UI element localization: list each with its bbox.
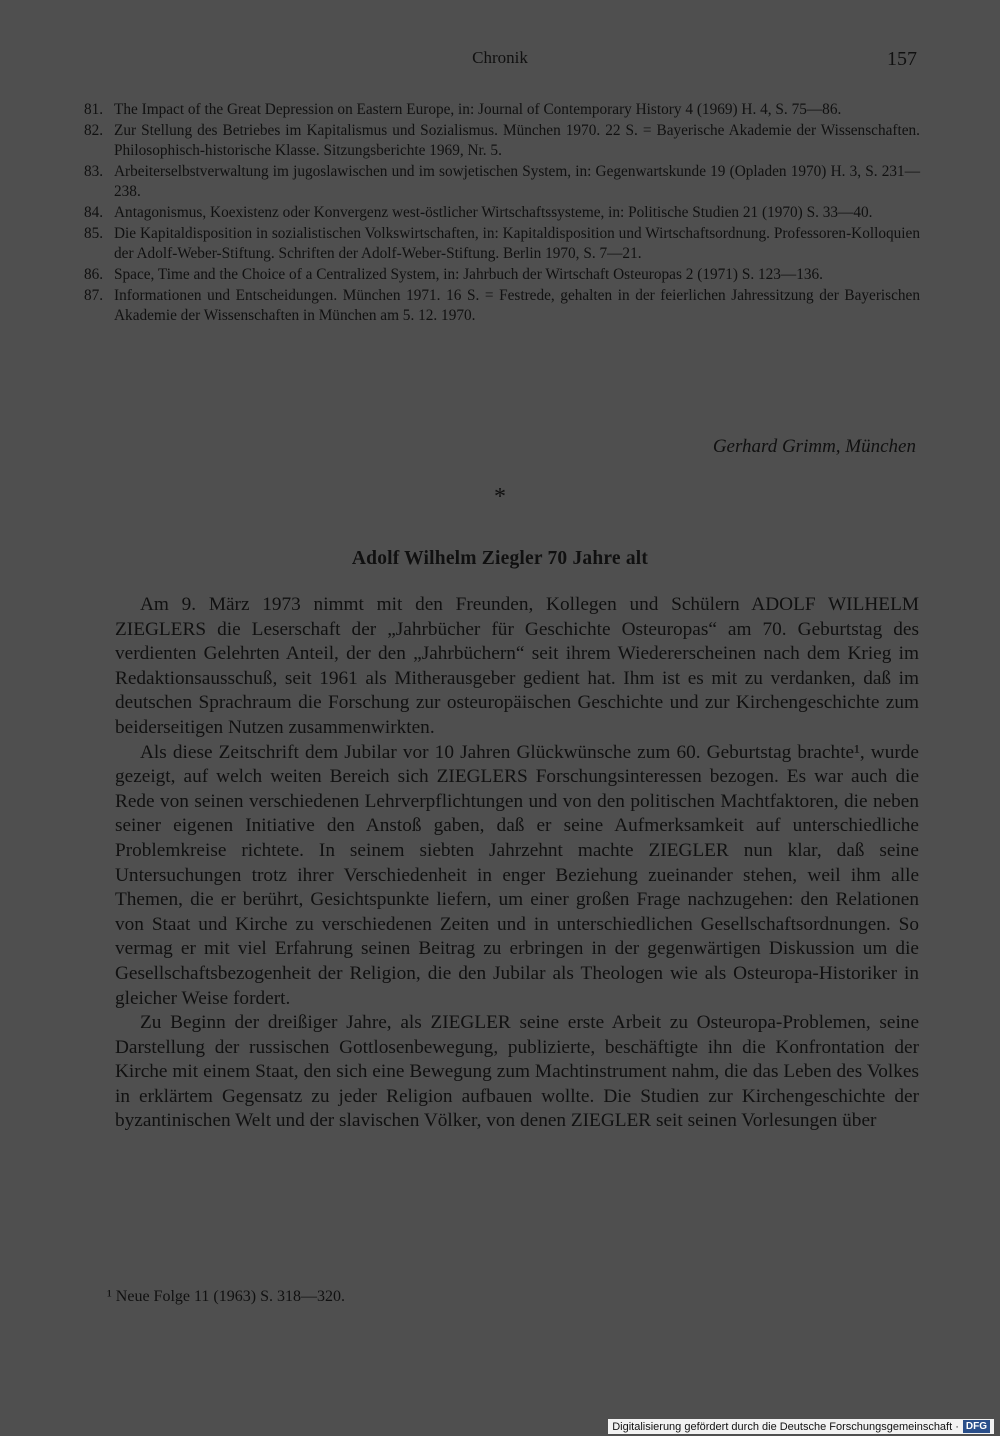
running-title: Chronik — [472, 48, 528, 67]
bibliography-item — [84, 100, 920, 120]
bibliography-text: Die Kapitaldisposition in sozialistischen Volkswirtschaften, in: Kapitaldisposition und Wirtschaftsordnung. Professoren-Kolloquien der Adolf-Weber-Stiftung. Schriften der Adolf-Weber-Stiftung. Berlin 1970, S. 7—21. — [114, 224, 920, 263]
bibliography-number: 83. — [84, 162, 104, 180]
bibliography-item — [84, 162, 920, 203]
body-paragraph: Zu Beginn der dreißiger Jahre, als ZIEGLER seine erste Arbeit zu Osteuropa-Problemen, seine Darstellung der russischen Gottlosenbewegung, publizierte, beschäftigte ihn die Konfrontation der Kirche mit einem Staat, den sich eine Bewegung zum Machtinstrument nahm, die das Leben des Volkes in erklärtem Gegensatz zu jeder Religion aufbauen wollte. Die Studien zur Kirchengeschichte der byzantinischen Welt und der slavischen Völker, von denen ZIEGLER seit seinen Vorlesungen über — [115, 1012, 919, 1132]
bibliography-number: 87. — [84, 286, 104, 304]
dfg-logo-icon: DFG — [963, 1420, 990, 1433]
bibliography-text: The Impact of the Great Depression on Eastern Europe, in: Journal of Contemporary History 4 (1969) H. 4, S. 75—86. — [114, 101, 842, 118]
bibliography-number: 84. — [84, 203, 104, 221]
bibliography-item — [84, 286, 920, 327]
credit-text: Digitalisierung gefördert durch die Deutsche Forschungsgemeinschaft · — [612, 1420, 959, 1433]
bibliography-text: Zur Stellung des Betriebes im Kapitalismus und Sozialismus. München 1970. 22 S. = Bayerische Akademie der Wissenschaften. Philosophisch-historische Klasse. Sitzungsberichte 1969, Nr. 5. — [114, 121, 920, 160]
bibliography-item — [84, 224, 920, 265]
bibliography-item — [84, 265, 920, 285]
bibliography-number: 85. — [84, 224, 104, 242]
article-title: Adolf Wilhelm Ziegler 70 Jahre alt — [351, 548, 649, 569]
bibliography-text: Antagonismus, Koexistenz oder Konvergenz west-östlicher Wirtschaftssysteme, in: Politische Studien 21 (1970) S. 33—40. — [114, 203, 873, 221]
bibliography-number: 82. — [84, 121, 104, 139]
digitization-credit — [608, 1419, 994, 1434]
bibliography-item — [84, 121, 920, 162]
bibliography-text: Arbeiterselbstverwaltung im jugoslawischen und im sowjetischen System, in: Gegenwartskunde 19 (Opladen 1970) H. 3, S. 231—238. — [114, 162, 920, 201]
article-body — [115, 593, 919, 1134]
bibliography-item — [84, 203, 920, 223]
body-paragraph: Am 9. März 1973 nimmt mit den Freunden, Kollegen und Schülern ADOLF WILHELM ZIEGLERS die Leserschaft der „Jahrbücher für Geschichte Osteuropas“ am 70. Geburtstag des verdienten Gelehrten Anteil, der den „Jahrbüchern“ seit ihrem Wiedererscheinen nach dem Krieg im Redaktionsausschuß, seit 1961 als Mitherausgeber gedient hat. Ihm ist es mit zu verdanken, daß im deutschen Sprachraum die Forschung zur osteuropäischen Geschichte und zur Kirchengeschichte zum beiderseitigen Nutzen zusammenwirkten. — [115, 594, 919, 738]
running-head — [0, 44, 1000, 74]
bibliography-text: Informationen und Entscheidungen. München 1971. 16 S. = Festrede, gehalten in der feierlichen Jahressitzung der Bayerischen Akademie der Wissenschaften in München am 5. 12. 1970. — [114, 286, 920, 324]
bibliography-number: 86. — [84, 265, 104, 283]
body-paragraph: Als diese Zeitschrift dem Jubilar vor 10 Jahren Glückwünsche zum 60. Geburtstag brachte¹, wurde gezeigt, auf welch weiten Bereich sich ZIEGLERS Forschungsinteressen bezogen. Es war auch die Rede von seinen verschiedenen Lehrverpflichtungen und von den politischen Machtfaktoren, die neben seiner eigenen Initiative den Anstoß gaben, daß er seine Aufmerksamkeit auf unterschiedliche Problemkreise richtete. In seinem siebten Jahrzehnt machte ZIEGLER nun klar, daß seine Untersuchungen trotz ihrer Verschiedenheit in enger Beziehung zueinander stehen, weil ihm alle Themen, die er berührt, Gesichtspunkte liefern, um einer großen Frage nachzugehen: den Relationen von Staat und Kirche zu verschiedenen Zeiten und in unterschiedlichen Gesellschaftsordnungen. So vermag er mit viel Erfahrung seinen Beitrag zu erbringen in der gegenwärtigen Diskussion um die Gesellschaftsbezogenheit der Religion, die den Jubilar als Theologen wie als Osteuropa-Historiker in gleicher Weise fordert. — [115, 741, 919, 1009]
author-signature: Gerhard Grimm, München — [712, 436, 916, 457]
bibliography-text: Space, Time and the Choice of a Centralized System, in: Jahrbuch der Wirtschaft Osteuropas 2 (1971) S. 123—136. — [114, 265, 823, 283]
section-separator: * — [494, 484, 506, 510]
footnote: ¹ Neue Folge 11 (1963) S. 318—320. — [107, 1288, 345, 1305]
bibliography-list — [84, 100, 920, 327]
page-number: 157 — [887, 48, 917, 70]
bibliography-number: 81. — [84, 101, 104, 118]
